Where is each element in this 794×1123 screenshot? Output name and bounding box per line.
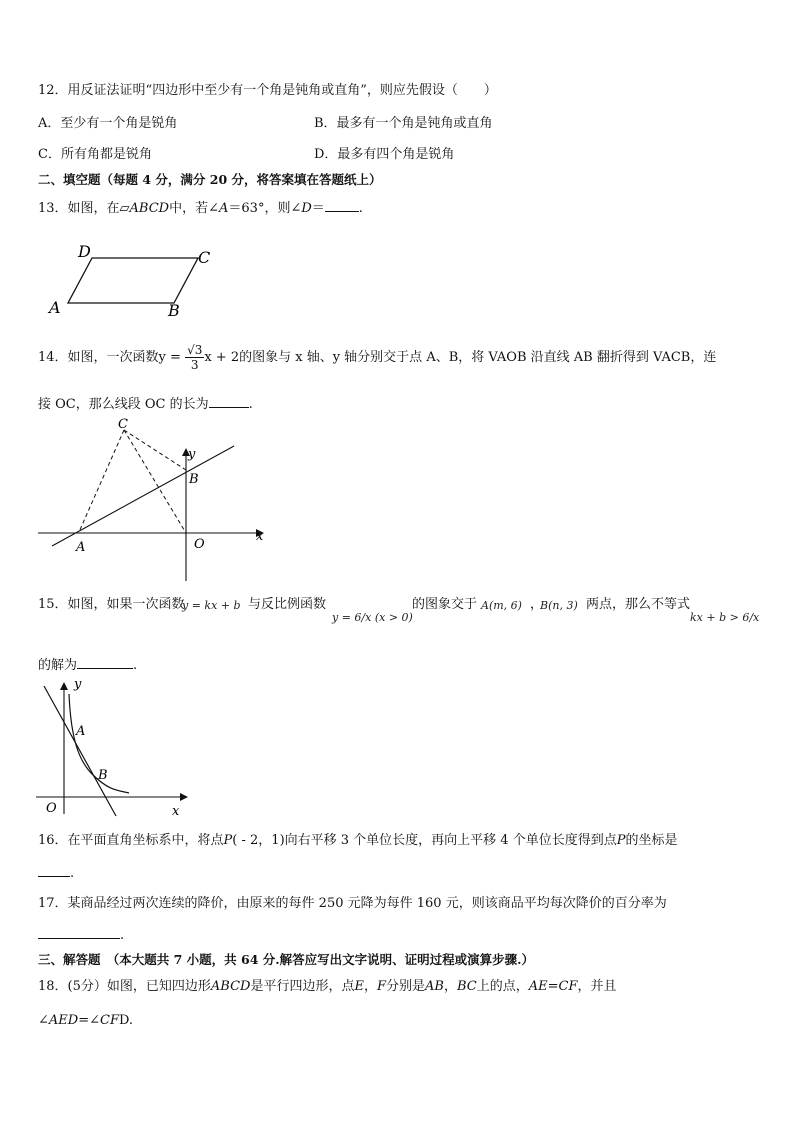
section2-heading: 二、填空题（每题 4 分，满分 20 分，将答案填在答题纸上） — [38, 172, 382, 187]
q17-stem: 17．某商品经过两次连续的降价，由原来的每件 250 元降为每件 160 元，则该商品平均每次降价的百分率为 — [38, 896, 667, 911]
q18-angle2: CF — [100, 1013, 119, 1028]
q13-post: ＝ — [311, 201, 325, 216]
q15-pre: 15．如图，如果一次函数 — [38, 597, 185, 612]
q16-stem — [38, 832, 677, 850]
q15-graph-figure — [34, 678, 194, 820]
parallelogram-shape — [68, 258, 198, 303]
q18-mid2: 分别是 — [386, 979, 426, 994]
q14-fraction — [185, 343, 204, 372]
q18-end: D. — [118, 1013, 134, 1028]
q18-mid1: 是平行四边形，点 — [250, 979, 355, 994]
q14-pre: 14．如图，一次函数 — [38, 350, 159, 365]
dashed-ca — [79, 430, 124, 532]
q15-mid3: 两点，那么不等式 — [586, 597, 691, 612]
q17-end: . — [120, 928, 125, 943]
q15-point-a: A(m, 6) — [481, 599, 522, 612]
q14-frac-num: √3 — [187, 343, 203, 357]
label-y: y — [188, 447, 196, 462]
label-x: x — [172, 804, 180, 819]
q13-mid: 中，若∠ — [169, 201, 220, 216]
label-d: D — [78, 242, 91, 261]
q16-mid: 向右平移 3 个单位长度，再向上平移 4 个单位长度得到点 — [284, 833, 617, 848]
q12-option-d[interactable]: D．最多有四个角是锐角 — [314, 147, 455, 162]
dashed-co — [124, 430, 186, 533]
q14-frac-den: 3 — [190, 358, 199, 372]
q18-sep2: ， — [443, 979, 457, 994]
label-b: B — [189, 472, 199, 487]
section3-heading: 三、解答题 （本大题共 7 小题，共 64 分.解答应写出文字说明、证明过程或演算步骤.） — [38, 952, 534, 967]
dashed-cb — [124, 430, 186, 470]
q16-post: 的坐标是 — [625, 833, 678, 848]
q16-coords: ( - 2，1) — [232, 833, 285, 848]
q14-answer-blank[interactable] — [209, 395, 249, 408]
q14-func-rhs: x + 2 — [204, 350, 240, 365]
q15-mid1: 与反比例函数 — [248, 597, 327, 612]
q16-point: P — [223, 833, 233, 848]
q14-stem — [38, 341, 716, 375]
label-c: C — [118, 417, 128, 432]
label-c: C — [198, 248, 211, 267]
q13-end: . — [358, 201, 363, 216]
q13-parallelogram-figure — [40, 238, 230, 322]
q18-line2 — [38, 1012, 133, 1030]
q18-stem — [38, 978, 617, 996]
label-o: O — [46, 801, 57, 816]
q18-eq2: =∠ — [78, 1013, 100, 1028]
q16-answer-blank[interactable] — [38, 864, 70, 877]
q15-end: . — [133, 658, 138, 673]
q15-line2-text: 的解为 — [38, 658, 78, 673]
label-b: B — [98, 768, 108, 783]
label-o: O — [194, 537, 205, 552]
q15-point-b: B(n, 3) — [540, 599, 578, 612]
q18-post: ，并且 — [577, 979, 617, 994]
q17-line2 — [38, 926, 124, 945]
q15-mid2: 的图象交于 — [412, 597, 478, 612]
q18-mid3: 上的点， — [476, 979, 529, 994]
q15-inequality: kx + b > 6/x — [690, 611, 760, 624]
q18-ab: AB — [425, 979, 444, 994]
q12-option-b[interactable]: B．最多有一个角是钝角或直角 — [314, 116, 493, 131]
label-y: y — [74, 678, 82, 692]
label-a: A — [49, 298, 61, 317]
q14-end: . — [248, 397, 253, 412]
label-b: B — [168, 301, 180, 320]
q14-func-lhs: y = — [158, 350, 181, 365]
q13-mid2: ＝63°，则∠ — [228, 201, 302, 216]
q18-f: F — [376, 979, 387, 994]
label-a: A — [76, 724, 86, 739]
q18-angle1: ∠AED — [38, 1013, 79, 1028]
q14-mid: 的图象与 x 轴、y 轴分别交于点 A、B，将 VAOB 沿直线 AB 翻折得到 VACB，连 — [239, 350, 717, 365]
q18-bc: BC — [457, 979, 477, 994]
q14-coordinate-figure — [34, 414, 274, 586]
q15-comma: ， — [530, 597, 544, 612]
q18-eq: AE=CF — [528, 979, 578, 994]
q13-pre: 13．如图，在▱ — [38, 201, 130, 216]
label-a: A — [76, 540, 86, 555]
q16-pre: 16．在平面直角坐标系中，将点 — [38, 833, 224, 848]
x-axis-arrow — [180, 793, 188, 801]
q16-point2: P — [616, 833, 626, 848]
q18-e: E — [354, 979, 364, 994]
q17-answer-blank[interactable] — [38, 926, 120, 939]
q15-answer-blank[interactable] — [77, 656, 133, 669]
q16-end: . — [70, 866, 75, 881]
q14-line2 — [38, 395, 253, 414]
q12-option-c[interactable]: C．所有角都是锐角 — [38, 147, 152, 162]
q13-angle-d: D — [301, 201, 312, 216]
q13-shape: ABCD — [129, 201, 170, 216]
q13-angle-a: A — [219, 201, 229, 216]
q14-line2-text: 接 OC，那么线段 OC 的长为 — [38, 397, 209, 412]
q18-sep1: ， — [363, 979, 377, 994]
q13-stem — [38, 199, 363, 218]
y-axis-arrow — [60, 682, 68, 690]
q15-inverse: y = 6/x (x > 0) — [332, 611, 413, 624]
q15-linear: y = kx + b — [182, 599, 241, 612]
q12-option-a[interactable]: A．至少有一个角是锐角 — [38, 116, 178, 131]
q18-shape: ABCD — [210, 979, 251, 994]
q13-answer-blank[interactable] — [325, 199, 359, 212]
q12-stem: 12．用反证法证明“四边形中至少有一个角是钝角或直角”，则应先假设（ ） — [38, 83, 497, 98]
q16-line2 — [38, 864, 74, 883]
q15-line2 — [38, 656, 137, 675]
label-x: x — [256, 529, 264, 544]
q18-pre: 18．(5分）如图，已知四边形 — [38, 979, 211, 994]
